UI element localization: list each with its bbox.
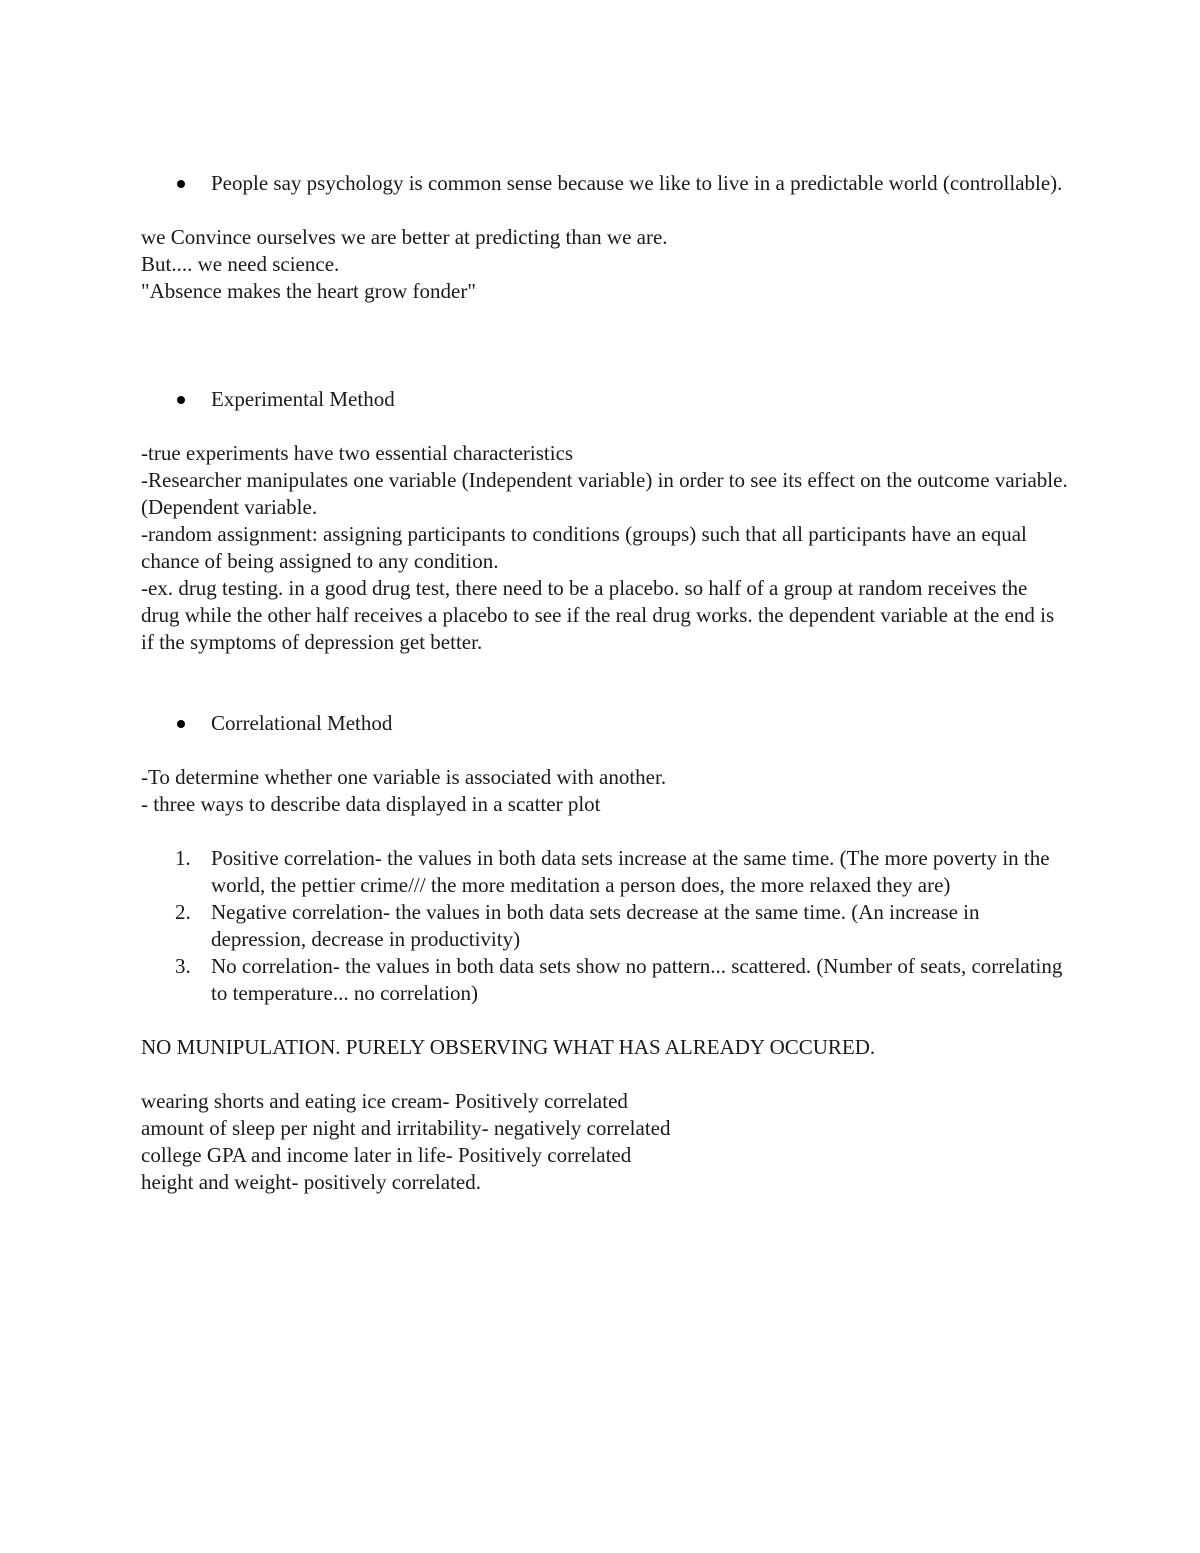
numbered-item-none [141, 953, 1071, 1007]
bullet-dot-icon [177, 720, 185, 728]
paragraph-line: -true experiments have two essential characteristics [141, 441, 574, 465]
bullet-item-experimental-method [141, 386, 1071, 413]
paragraph-line: - three ways to describe data displayed in a scatter plot [141, 792, 601, 816]
paragraph-line: we Convince ourselves we are better at predicting than we are. [141, 225, 668, 249]
numbered-text: No correlation- the values in both data sets show no pattern... scattered. (Number of seats, correlating to temperature... no correlation) [211, 954, 1063, 1005]
paragraph-line: "Absence makes the heart grow fonder" [141, 279, 476, 303]
list-number: 1. [175, 846, 191, 870]
bullet-dot-icon [177, 180, 185, 188]
example-line: height and weight- positively correlated. [141, 1170, 481, 1194]
paragraph-line: -random assignment: assigning participants to conditions (groups) such that all participants have an equal chance of being assigned to any condition. [141, 522, 1027, 573]
bullet-dot-icon [177, 396, 185, 404]
list-number: 2. [175, 900, 191, 924]
paragraph-line: But.... we need science. [141, 252, 340, 276]
numbered-text: Positive correlation- the values in both data sets increase at the same time. (The more poverty in the world, the pettier crime/// the more meditation a person does, the more relaxed they are) [211, 846, 1050, 897]
bullet-text: People say psychology is common sense because we like to live in a predictable world (controllable). [211, 171, 1063, 195]
numbered-item-positive [141, 845, 1071, 899]
document-page [141, 170, 1071, 1196]
paragraph-line: -Researcher manipulates one variable (Independent variable) in order to see its effect on the outcome variable. (Dependent variable. [141, 468, 1068, 519]
numbered-item-negative [141, 899, 1071, 953]
example-line: wearing shorts and eating ice cream- Positively correlated [141, 1089, 628, 1113]
list-number: 3. [175, 954, 191, 978]
note-line: NO MUNIPULATION. PURELY OBSERVING WHAT HAS ALREADY OCCURED. [141, 1035, 876, 1059]
numbered-text: Negative correlation- the values in both data sets decrease at the same time. (An increase in depression, decrease in productivity) [211, 900, 980, 951]
bullet-text: Correlational Method [211, 711, 393, 735]
paragraph-line: -To determine whether one variable is associated with another. [141, 765, 667, 789]
example-line: amount of sleep per night and irritability- negatively correlated [141, 1116, 671, 1140]
example-line: college GPA and income later in life- Positively correlated [141, 1143, 632, 1167]
bullet-text: Experimental Method [211, 387, 395, 411]
bullet-item-correlational-method [141, 710, 1071, 737]
bullet-item-common-sense [141, 170, 1071, 197]
paragraph-line: -ex. drug testing. in a good drug test, there need to be a placebo. so half of a group at random receives the drug while the other half receives a placebo to see if the real drug works. the dependent variable at the end is if the symptoms of depression get better. [141, 576, 1055, 654]
